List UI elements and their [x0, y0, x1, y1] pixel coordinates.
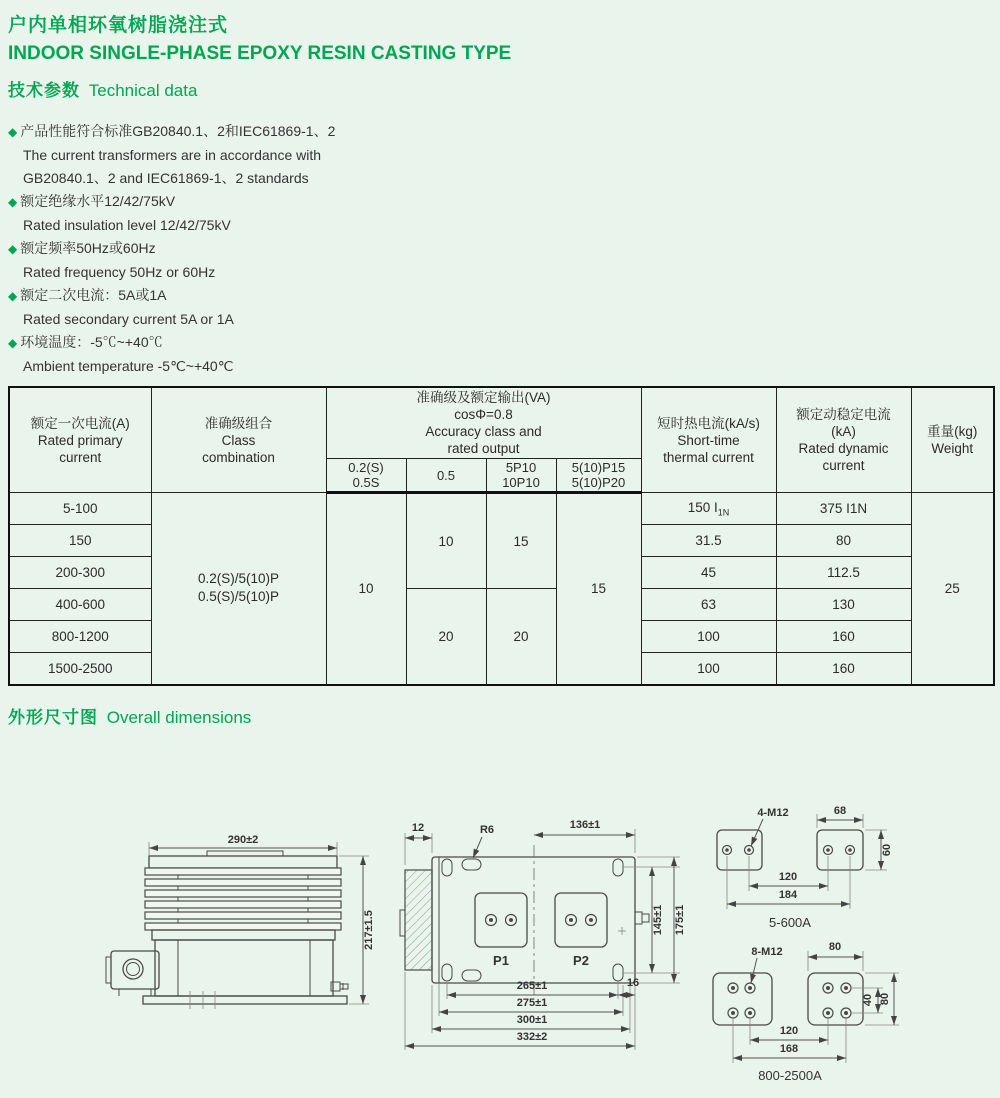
thermal-cell: 45 [641, 557, 776, 589]
bullet-zh: 产品性能符合标准GB20840.1、2和IEC61869-1、2 [20, 123, 336, 139]
subcol-02s: 0.2(S) 0.5S [326, 459, 406, 493]
primary-current-cell: 150 [9, 525, 151, 557]
diamond-bullet-icon: ◆ [8, 195, 18, 209]
col-header-class-combination: 准确级组合 Class combination [151, 387, 326, 493]
dim-68: 68 [833, 805, 847, 817]
bolt-spec-label: 8-M12 [751, 946, 783, 958]
dim-265: 265±1 [516, 980, 548, 992]
dim-height: 217±1.5 [363, 910, 375, 950]
bolt-spec-label: 4-M12 [757, 807, 789, 819]
bullet-en: Ambient temperature -5℃~+40℃ [23, 358, 234, 374]
dynamic-cell: 130 [776, 589, 911, 621]
secondary-terminal-box [106, 951, 159, 996]
side-view-drawing [95, 805, 395, 1050]
dim-300: 300±1 [516, 1014, 548, 1026]
dimensions-section-heading [8, 703, 251, 728]
dynamic-cell: 80 [776, 525, 911, 557]
diamond-bullet-icon: ◆ [8, 336, 18, 350]
bullet-zh: 额定频率50Hz或60Hz [20, 240, 156, 256]
tech-heading-en: Technical data [88, 81, 198, 100]
col-header-primary-current: 额定一次电流(A) Rated primary current [9, 387, 151, 493]
class-combination-cell: 0.2(S)/5(10)P 0.5(S)/5(10)P [151, 493, 326, 685]
bullet-zh: 额定二次电流：5A或1A [20, 287, 167, 303]
col-header-thermal-current: 短时热电流(kA/s) Short-time thermal current [641, 387, 776, 493]
dynamic-cell: 160 [776, 621, 911, 653]
plates [713, 973, 863, 1025]
front-view-dimensions [405, 819, 686, 1050]
page-title-en: INDOOR SINGLE-PHASE EPOXY RESIN CASTING TYPE [8, 43, 512, 64]
output-05-cell: 20 [406, 589, 486, 685]
title-block [8, 10, 511, 65]
range-caption: 800-2500A [758, 1068, 822, 1083]
dim-168: 168 [779, 1043, 799, 1055]
side-bolt [618, 912, 649, 935]
bullet-en: The current transformers are in accordance with [23, 147, 322, 163]
bullet-zh: 额定绝缘水平12/42/75kV [20, 193, 176, 209]
terminal-label-p1: P1 [493, 953, 509, 968]
side-view-body [106, 851, 348, 1009]
output-5p10-cell: 20 [486, 589, 556, 685]
subcol-5p10: 5P10 10P10 [486, 459, 556, 493]
col-header-accuracy-group: 准确级及额定输出(VA) cosΦ=0.8 Accuracy class and rated output [326, 387, 641, 459]
front-view-drawing [390, 795, 705, 1090]
tech-section-heading [8, 76, 197, 101]
diamond-bullet-icon: ◆ [8, 242, 18, 256]
dynamic-cell: 160 [776, 653, 911, 685]
dims-heading-zh: 外形尺寸图 [8, 708, 98, 727]
dim-275: 275±1 [516, 997, 548, 1009]
bullet-item [8, 284, 528, 331]
col-header-weight: 重量(kg) Weight [911, 387, 994, 493]
dim-175: 175±1 [674, 904, 686, 936]
dim-120: 120 [778, 871, 798, 883]
primary-current-cell: 400-600 [9, 589, 151, 621]
output-05-cell: 10 [406, 493, 486, 589]
thermal-cell: 63 [641, 589, 776, 621]
output-02s-cell: 10 [326, 493, 406, 685]
table-row [9, 493, 994, 525]
tech-bullet-list [8, 120, 528, 378]
primary-current-cell: 1500-2500 [9, 653, 151, 685]
terminal-pad-p1 [475, 893, 527, 968]
output-5p10-cell: 15 [486, 493, 556, 589]
dim-80-right: 80 [879, 992, 891, 1006]
dim-80-top: 80 [828, 941, 842, 953]
bullet-item [8, 331, 528, 378]
bullet-en: Rated insulation level 12/42/75kV [23, 217, 231, 233]
bullet-item [8, 120, 528, 190]
bullet-en: GB20840.1、2 and IEC61869-1、2 standards [23, 170, 309, 186]
dim-332: 332±2 [516, 1031, 548, 1043]
output-p15-cell: 15 [556, 493, 641, 685]
technical-data-table [8, 386, 995, 686]
terminal-label-p2: P2 [573, 953, 589, 968]
dimensions [727, 805, 893, 930]
tech-heading-zh: 技术参数 [8, 81, 80, 100]
diamond-bullet-icon: ◆ [8, 125, 18, 139]
terminal-plate-drawing-small [700, 800, 1000, 935]
dim-width: 290±2 [227, 834, 259, 846]
thermal-cell: 100 [641, 621, 776, 653]
dim-r6: R6 [479, 824, 495, 836]
dim-60: 60 [881, 843, 893, 857]
primary-current-cell: 200-300 [9, 557, 151, 589]
terminal-plate-drawing-large [700, 935, 1000, 1095]
page-title-zh: 户内单相环氧树脂浇注式 [8, 15, 229, 36]
bullet-en: Rated frequency 50Hz or 60Hz [23, 264, 216, 280]
bullet-zh: 环境温度：-5℃~+40℃ [20, 334, 163, 350]
dims-heading-en: Overall dimensions [106, 708, 252, 727]
bullet-item [8, 190, 528, 237]
terminal-pad-p2 [555, 893, 607, 968]
dynamic-cell: 375 I1N [776, 493, 911, 525]
front-view-body [400, 845, 649, 995]
subcol-5-10-p15: 5(10)P15 5(10)P20 [556, 459, 641, 493]
dimensions [733, 941, 899, 1083]
dim-16: 16 [626, 977, 640, 989]
range-caption: 5-600A [769, 915, 811, 930]
col-header-dynamic-current: 额定动稳定电流 (kA) Rated dynamic current [776, 387, 911, 493]
primary-current-cell: 5-100 [9, 493, 151, 525]
diamond-bullet-icon: ◆ [8, 289, 18, 303]
subcol-05: 0.5 [406, 459, 486, 493]
dim-12: 12 [411, 822, 425, 834]
weight-cell: 25 [911, 493, 994, 685]
thermal-cell: 100 [641, 653, 776, 685]
dim-145: 145±1 [652, 904, 664, 936]
thermal-cell: 150 $I_{1N}$ [641, 493, 776, 525]
dim-120: 120 [779, 1025, 799, 1037]
thermal-cell: 31.5 [641, 525, 776, 557]
bullet-en: Rated secondary current 5A or 1A [23, 311, 234, 327]
plates [717, 830, 863, 870]
dim-40: 40 [862, 993, 874, 1007]
bullet-item [8, 237, 528, 284]
dim-136: 136±1 [569, 819, 601, 831]
primary-current-cell: 800-1200 [9, 621, 151, 653]
dynamic-cell: 112.5 [776, 557, 911, 589]
dim-184: 184 [778, 889, 798, 901]
